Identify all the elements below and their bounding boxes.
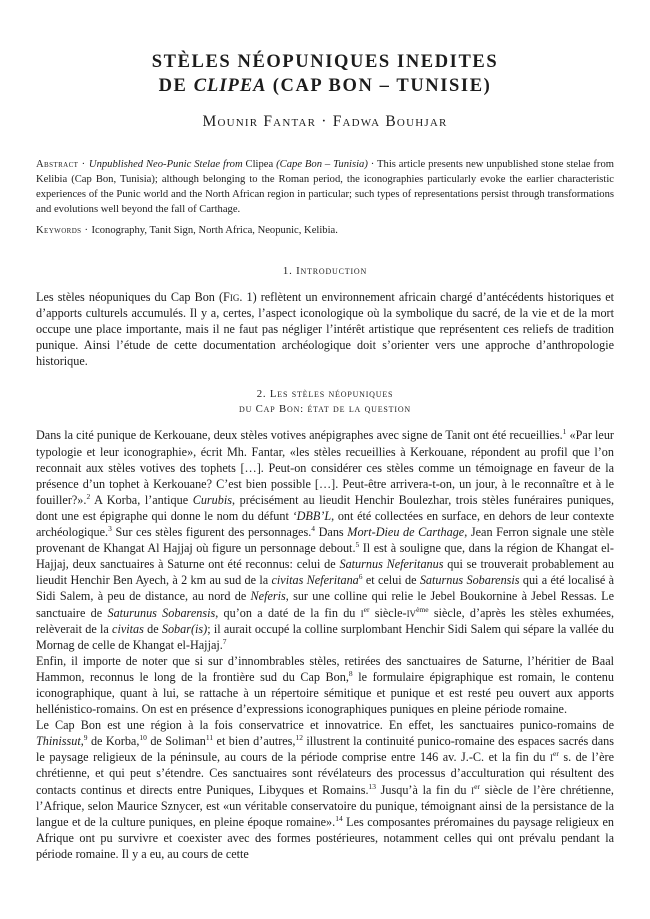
text-run: Enfin, il importe de noter que si sur d’innombrables stèles, retirées des sanctuaires de Saturne, l’héritier de Baal Hammon, reconnus le long de la frontière sud du Cap Bon, <box>36 653 614 684</box>
section-1-heading: 1. Introduction <box>282 265 368 277</box>
italic-run: Saturunus Sobarensis <box>107 605 216 620</box>
italic-run: Mort-Dieu de Carthage <box>347 525 465 540</box>
text-run: qui a été localisé à Sidi Salem, à peu de distance, au nord de <box>36 573 615 604</box>
text-run: «Par leur typologie et leur iconographie», écrit Mh. Fantar, «les stèles recueillies à Kerkouane, répondent au profil que l’on reconnait aux stèles votives des tophets […]. Peut-on considérer ces stèles comme un témoignage en faveur de la présence d’un tophet à Kerkouane? C’est bien possible […]. Peut-être arrivera-t-on, un jour, à le reconnaître et à le fouiller?». <box>36 428 614 507</box>
section-2-paragraph-1 <box>36 427 614 652</box>
text-run: ; il aurait occupé la colline surplombant Henchir Sidi Salem qui sépare la vallée du Mornag de celle de Khangat el-Hajjaj. <box>36 621 614 652</box>
article-authors: Mounir Fantar · Fadwa Bouhjar <box>202 113 448 130</box>
ordinal-suffix: er <box>552 749 559 759</box>
text-run: , précisément au lieudit Henchir Boulezhar, trois stèles funéraires puniques, dont une est épigraphe qui donne le nom du défunt <box>36 492 615 523</box>
title-line-1: STÈLES NÉOPUNIQUES INEDITES <box>151 52 499 72</box>
text-run: illustrent la continuité punico-romaine des espaces sacrés dans le paysage religieux de la péninsule, au cours de la période comprise entre 146 av. J.-C. et la fin du <box>36 734 614 765</box>
section-2-heading <box>36 387 614 417</box>
text-run: , sur une colline qui relie le Jebel Boukornine à Jebel Ressas. Le sanctuaire de <box>36 589 614 620</box>
italic-run: ‘DBB’L <box>292 508 332 523</box>
ordinal-suffix: er <box>474 781 480 791</box>
text-run: Il est à souligne que, dans la région de Khangat el-Hajjaj, deux sanctuaires à Saturne ont été reconnus: celui de <box>36 541 614 572</box>
footnote-ref: 8 <box>348 668 353 678</box>
ordinal-suffix: ème <box>416 604 429 614</box>
text-run: siècle, d’après les stèles exhumées, relèverait de la <box>36 605 614 636</box>
keywords-label: Keywords · <box>36 225 92 236</box>
footnote-ref: 13 <box>368 781 376 791</box>
text-run: Jusqu’à la fin du <box>376 782 472 797</box>
footnote-ref: 10 <box>139 733 147 743</box>
italic-run: Neferis <box>250 589 286 604</box>
ordinal-suffix: er <box>363 604 370 614</box>
section-2-heading-line-1: 2. Les stèles néopuniques <box>256 388 394 401</box>
text-run: de Korba, <box>87 734 140 749</box>
italic-run: Curubis <box>192 492 232 507</box>
keywords-text: Iconography, Tanit Sign, North Africa, Neopunic, Kelibia. <box>91 225 338 236</box>
italic-run: Saturnus Neferitanus <box>339 557 444 572</box>
italic-run: civitas Neferitana <box>271 573 359 588</box>
century-numeral: i <box>549 750 553 765</box>
keywords <box>36 223 614 238</box>
title-line-2-prefix: DE <box>158 76 194 96</box>
text-run: Les stèles néopuniques du Cap Bon ( <box>36 290 224 304</box>
title-line-2-italic: CLIPEA <box>193 76 267 96</box>
text-run: Sur ces stèles figurent des personnages. <box>111 525 312 540</box>
figure-reference: Fig. 1 <box>223 290 253 304</box>
text-run: le formulaire épigraphique est romain, le contenu iconographique, quant à lui, se rattache à un répertoire sémitique et punique et est resté peu ouvert aux apports hellénistico-romains. On est en présence d’expressions iconographiques puniques en pleine période romaine. <box>36 669 614 717</box>
abstract-label: Abstract · <box>36 159 89 170</box>
text-run: Le Cap Bon est une région à la fois conservatrice et innovatrice. En effet, les sanctuaires punico-romains de <box>36 718 614 733</box>
text-run: A Korba, l’antique <box>90 492 193 507</box>
footnote-ref: 9 <box>83 733 88 743</box>
text-run: Les composantes préromaines du paysage religieux en Afrique ont pu survivre et coexister avec des formes postérieures, notamment celles qui ont prévalu pendant la période romaine. Il y a eu, au cours de cette <box>36 814 614 861</box>
footnote-ref: 6 <box>358 572 363 582</box>
italic-run: Sobar(is) <box>161 621 208 636</box>
text-run: qui se trouverait probablement au lieudit Henchir Ben Ayech, à 2 km au sud de la <box>36 557 614 588</box>
text-run: siècle- <box>369 605 407 620</box>
text-run: , ont été collectées en surface, en dehors de leur contexte archéologique. <box>36 508 615 540</box>
abstract <box>36 157 614 217</box>
italic-run: civitas <box>112 621 144 636</box>
century-numeral: i <box>471 782 475 797</box>
italic-run: Saturnus Sobarensis <box>419 573 520 588</box>
text-run: ) reflètent un environnement africain chargé d’antécédents historiques et d’apports culturels accumulés. Il y a, certes, l’aspect iconologique où la symbolique du sacré, de la vie et de la mort occupe une place importante, mais il ne faut pas négliger l’intérêt artistique que représentent ces reliefs de tradition punique. Ainsi l’étude de cette documentation archéologique doit s’orienter vers une approche d’anthropologie historique. <box>36 290 614 369</box>
section-2-paragraph-3 <box>36 717 614 862</box>
text-run: , <box>80 734 84 749</box>
text-run: Dans <box>315 525 348 540</box>
footnote-ref: 7 <box>222 636 227 646</box>
abstract-text: · This article presents new unpublished stone stelae from Kelibia (Cap Bon, Tunisia); although belonging to the Roman period, the iconographies particularly evoke the earlier characteristic experiences of the Punic world and the North African region in particular; such types of representations persist through transformations and evolutions well beyond the fall of Carthage. <box>36 159 614 215</box>
text-run: et celui de <box>362 573 420 588</box>
section-2-heading-line-2: du Cap Bon: état de la question <box>239 403 411 416</box>
text-run: siècle de l’ère chrétienne, l’Afrique, selon Maurice Sznycer, est «un véritable conservatoire du punique, témoignant ainsi de la persistance de la langue et de la culture puniques, en pleine époque romaine». <box>36 782 614 829</box>
article-page <box>36 50 614 862</box>
text-run: s. de l’ère chrétienne, et qui peut s’étendre. Ces sanctuaires sont révélateurs des processus d’acculturation qui résultent des contacts continus et directs entre Puniques, Libyques et Romains. <box>36 750 614 797</box>
footnote-ref: 3 <box>108 524 112 534</box>
footnote-ref: 14 <box>335 813 343 823</box>
text-run: Dans la cité punique de Kerkouane, deux stèles votives anépigraphes avec signe de Tanit ont été recueillies. <box>36 428 563 443</box>
abstract-title-italic-2: (Cape Bon – Tunisia) <box>276 159 368 170</box>
footnote-ref: 2 <box>86 491 91 501</box>
italic-run: Thinissut <box>36 734 81 749</box>
text-run: de <box>143 621 162 636</box>
abstract-title-roman: Clipea <box>242 159 277 170</box>
century-numeral: i <box>360 605 364 620</box>
footnote-ref: 11 <box>205 733 214 743</box>
century-numeral: iv <box>406 605 417 620</box>
title-line-2-suffix: (CAP BON – TUNISIE) <box>266 76 492 96</box>
text-run: , Jean Ferron signale une stèle provenant de Khangat Al Hajjaj où figure un personnage debout. <box>36 525 614 556</box>
text-run: , qu’on a daté de la fin du <box>215 605 361 620</box>
section-1-paragraph <box>36 289 614 369</box>
abstract-title-italic-1: Unpublished Neo-Punic Stelae from <box>88 159 243 170</box>
footnote-ref: 1 <box>562 427 567 437</box>
text-run: de Soliman <box>146 734 206 749</box>
footnote-ref: 5 <box>355 540 360 550</box>
footnote-ref: 4 <box>311 524 315 534</box>
text-run: et bien d’autres, <box>213 734 296 749</box>
article-title <box>36 50 614 98</box>
section-2-paragraph-2 <box>36 653 614 717</box>
footnote-ref: 12 <box>295 733 303 743</box>
